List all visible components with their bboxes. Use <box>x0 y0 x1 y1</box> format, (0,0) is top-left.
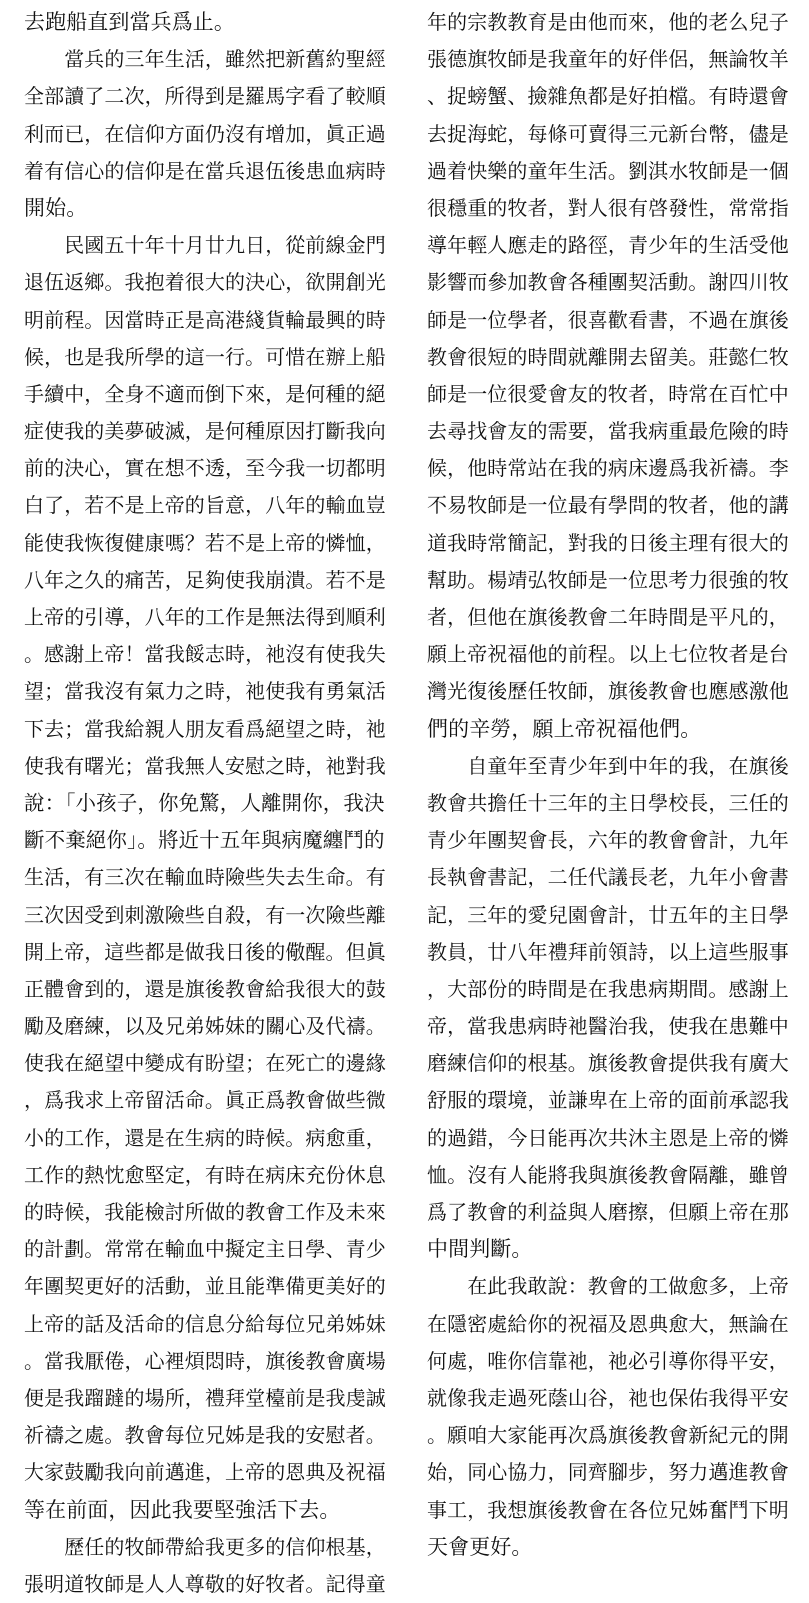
text-line: ，大部份的時間是在我患病期間。感謝上 <box>427 976 789 1001</box>
text-line: 正體會到的，還是旗後教會給我很大的鼓 <box>24 976 386 1001</box>
text-line: 能使我恢復健康嗎？若不是上帝的憐恤， <box>24 530 386 555</box>
text-line: 的過錯，今日能再次共沐主恩是上帝的憐 <box>427 1125 789 1150</box>
text-line: 使我有曙光；當我無人安慰之時，祂對我 <box>24 753 386 778</box>
text-line: 說：「小孩子，你免驚，人離開你，我決 <box>24 790 385 815</box>
text-line: 全部讀了二次，所得到是羅馬字看了較順 <box>24 84 386 109</box>
text-line: 年團契更好的活動，並且能準備更美好的 <box>24 1274 386 1299</box>
text-line: 何處，唯你信靠祂，祂必引導你得平安， <box>427 1348 789 1373</box>
text-line: 幫助。楊靖弘牧師是一位思考力很強的牧 <box>427 567 789 592</box>
text-line: ，爲我求上帝留活命。眞正爲教會做些微 <box>24 1088 386 1113</box>
text-line: 們的辛勞，願上帝祝福他們。 <box>427 716 702 741</box>
text-line: 的時候，我能檢討所做的教會工作及未來 <box>24 1200 386 1224</box>
text-line: 事工，我想旗後教會在各位兄姊奮鬥下明 <box>427 1497 789 1522</box>
text-line: 利而已，在信仰方面仍沒有增加，眞正過 <box>24 121 386 146</box>
text-line: 自童年至青少年到中年的我，在旗後 <box>427 753 789 778</box>
text-line: 恤。沒有人能將我與旗後教會隔離，雖曾 <box>427 1162 789 1187</box>
text-line: 記，三年的愛兒園會計，廿五年的主日學 <box>427 902 789 927</box>
text-line: 上帝的引導，八年的工作是無法得到順利 <box>24 605 386 629</box>
text-line: 教會共擔任十三年的主日學校長，三任的 <box>427 790 789 815</box>
text-line: 大家鼓勵我向前邁進，上帝的恩典及祝福 <box>24 1460 386 1485</box>
text-line: 前的決心，實在想不透，至今我一切都明 <box>24 456 386 481</box>
text-line: 青少年團契會長，六年的教會會計，九年 <box>427 828 789 853</box>
text-line: 長執會書記，二任代議長老，九年小會書 <box>427 865 789 890</box>
text-line: 中間判斷。 <box>427 1237 533 1262</box>
text-line: 願上帝祝福他的前程。以上七位牧者是台 <box>427 642 789 667</box>
text-line: 望；當我沒有氣力之時，祂使我有勇氣活 <box>24 679 386 704</box>
text-line: 。願咱大家能再次爲旗後教會新紀元的開 <box>427 1423 789 1448</box>
text-line: 者，但他在旗後教會二年時間是平凡的， <box>427 605 789 629</box>
text-line: 生活，有三次在輸血時險些失去生命。有 <box>24 865 386 890</box>
text-line: 。感謝上帝！當我餒志時，祂沒有使我失 <box>24 642 386 667</box>
text-line: 着有信心的信仰是在當兵退伍後患血病時 <box>24 158 386 183</box>
text-line: 過着快樂的童年生活。劉淇水牧師是一個 <box>427 158 789 183</box>
text-line: 就像我走過死蔭山谷，祂也保佑我得平安 <box>427 1385 789 1410</box>
text-line: 磨練信仰的根基。旗後教會提供我有廣大 <box>427 1051 789 1076</box>
text-line: 師是一位很愛會友的牧者，時常在百忙中 <box>427 381 789 406</box>
text-column-left <box>24 4 390 1603</box>
text-line: 斷不棄絕你」。將近十五年與病魔纏鬥的 <box>24 828 385 853</box>
text-line: 教員，廿八年禮拜前領詩，以上這些服事 <box>427 939 789 964</box>
text-line: 帝，當我患病時祂醫治我，使我在患難中 <box>427 1014 789 1039</box>
text-line: 祈禱之處。教會每位兄姊是我的安慰者。 <box>24 1423 386 1448</box>
text-line: 張德旗牧師是我童年的好伴侶，無論牧羊 <box>427 47 789 72</box>
text-line: 的計劃。常常在輸血中擬定主日學、青少 <box>24 1237 386 1262</box>
text-line: 在此我敢說：教會的工做愈多，上帝 <box>427 1274 789 1299</box>
text-line: 候，他時常站在我的病床邊爲我祈禱。李 <box>427 456 789 481</box>
text-line: 便是我蹓躂的場所，禮拜堂檯前是我虔誠 <box>24 1385 386 1410</box>
text-line: 年的宗教教育是由他而來，他的老么兒子 <box>427 10 789 34</box>
text-line: 去尋找會友的需要，當我病重最危險的時 <box>427 419 789 444</box>
text-line: 很穩重的牧者，對人很有啓發性，常常指 <box>427 195 789 220</box>
text-line: 三次因受到刺激險些自殺，有一次險些離 <box>24 902 386 927</box>
text-line: 症使我的美夢破滅，是何種原因打斷我向 <box>24 419 386 444</box>
text-line: 、捉螃蟹、撿雜魚都是好拍檔。有時還會 <box>427 84 789 109</box>
text-line: 明前程。因當時正是高港綫貨輪最興的時 <box>24 307 386 332</box>
text-line: 教會很短的時間就離開去留美。莊懿仁牧 <box>427 344 789 369</box>
text-line: 等在前面，因此我要堅強活下去。 <box>24 1497 341 1522</box>
text-line: 導年輕人應走的路徑，青少年的生活受他 <box>427 233 789 258</box>
text-line: 歷任的牧師帶給我更多的信仰根基， <box>24 1534 386 1559</box>
text-line: 使我在絕望中變成有盼望；在死亡的邊緣 <box>24 1051 386 1076</box>
text-line: 始，同心協力，同齊腳步，努力邁進教會 <box>427 1460 789 1485</box>
text-line: 開始。 <box>24 195 88 220</box>
text-line: 去跑船直到當兵爲止。 <box>24 10 235 34</box>
text-line: 當兵的三年生活，雖然把新舊約聖經 <box>24 47 386 72</box>
text-line: 灣光復後歷任牧師，旗後教會也應感激他 <box>427 679 789 704</box>
text-line: 下去；當我給親人朋友看爲絕望之時，祂 <box>24 716 386 741</box>
text-line: 勵及磨練，以及兄弟姊妹的關心及代禱。 <box>24 1014 386 1039</box>
text-line: 開上帝，這些都是做我日後的儆醒。但眞 <box>24 939 386 964</box>
text-line: 去捉海蛇，每條可賣得三元新台幣，儘是 <box>427 121 789 146</box>
text-line: 上帝的話及活命的信息分給每位兄弟姊妹 <box>24 1311 386 1336</box>
text-line: 天會更好。 <box>427 1534 533 1559</box>
text-line: 影響而參加教會各種團契活動。謝四川牧 <box>427 270 789 295</box>
text-line: 候，也是我所學的這一行。可惜在辦上船 <box>24 344 386 369</box>
text-line: 小的工作，還是在生病的時候。病愈重， <box>24 1125 386 1150</box>
text-column-right <box>427 4 793 1566</box>
text-line: 手續中，全身不適而倒下來，是何種的絕 <box>24 381 386 406</box>
text-line: 。當我厭倦，心裡煩悶時，旗後教會廣場 <box>24 1348 386 1373</box>
text-line: 師是一位學者，很喜歡看書，不過在旗後 <box>427 307 789 332</box>
text-line: 白了，若不是上帝的旨意，八年的輸血豈 <box>24 493 386 518</box>
text-line: 八年之久的痛苦，足夠使我崩潰。若不是 <box>24 567 386 592</box>
text-line: 退伍返鄉。我抱着很大的決心，欲開創光 <box>24 270 386 295</box>
text-line: 張明道牧師是人人尊敬的好牧者。記得童 <box>24 1571 386 1596</box>
text-line: 工作的熱忱愈堅定，有時在病床充份休息 <box>24 1162 386 1187</box>
text-line: 舒服的環境，並謙卑在上帝的面前承認我 <box>427 1088 789 1113</box>
text-line: 爲了教會的利益與人磨擦，但願上帝在那 <box>427 1200 789 1224</box>
text-line: 道我時常簡記，對我的日後主理有很大的 <box>427 530 789 555</box>
text-line: 不易牧師是一位最有學問的牧者，他的講 <box>427 493 789 518</box>
text-line: 在隱密處給你的祝福及恩典愈大，無論在 <box>427 1311 789 1336</box>
text-line: 民國五十年十月廿九日，從前線金門 <box>24 233 386 258</box>
